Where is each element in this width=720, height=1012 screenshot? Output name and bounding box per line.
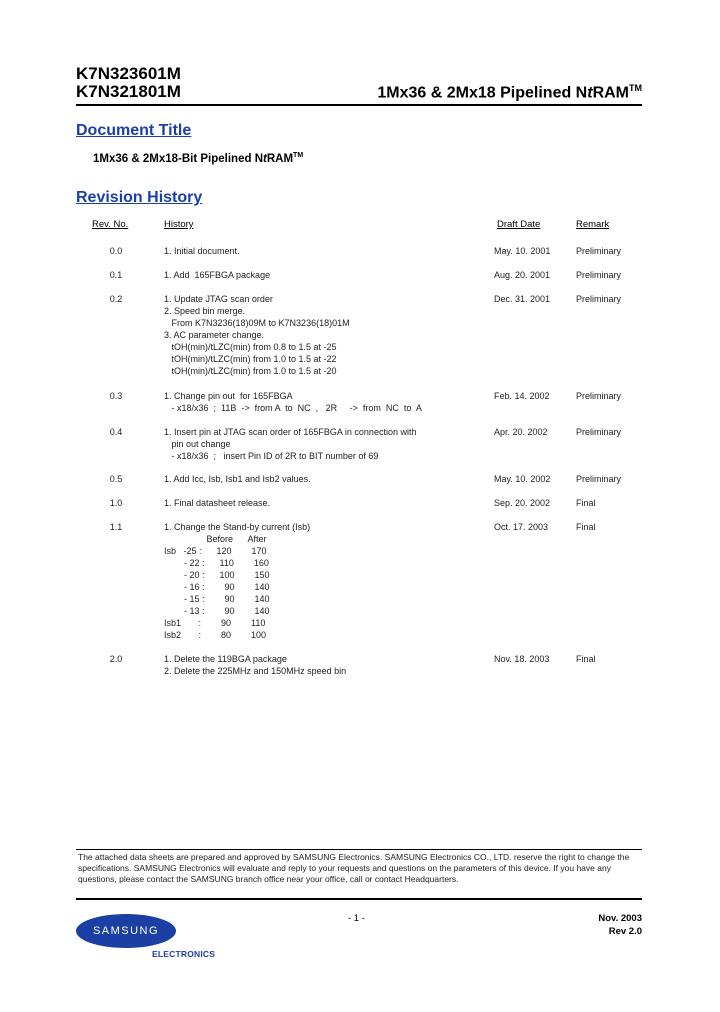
page-number: - 1 - bbox=[348, 913, 365, 924]
table-row-history: 1. Update JTAG scan order 2. Speed bin merge. From K7N3236(18)09M to K7N3236(18)01M 3. AC parameter change. tOH(min)/tLZC(min) from 0.8 to 1.5 at -25 tOH(min)/tLZC(min) from 1.0 to 1.5 at -22 tOH(min)/tLZC(min) from 1.0 to 1.5 at -20 bbox=[164, 294, 350, 376]
table-row-remark: Preliminary bbox=[576, 270, 622, 280]
table-row-rev: 2.0 bbox=[109, 654, 123, 664]
table-row-history: 1. Add 165FBGA package bbox=[164, 270, 271, 280]
table-row-remark: Preliminary bbox=[576, 246, 622, 256]
revision-history-heading: Revision History bbox=[76, 189, 203, 206]
table-row-date: May. 10. 2001 bbox=[494, 246, 551, 256]
table-row-history: 1. Delete the 119BGA package 2. Delete the 225MHz and 150MHz speed bin bbox=[164, 654, 347, 676]
column-header-remark: Remark bbox=[576, 219, 610, 230]
footer-revision: Rev 2.0 bbox=[608, 926, 642, 937]
table-row-remark: Final bbox=[576, 654, 596, 664]
header-title: 1Mx36 & 2Mx18 Pipelined NtRAM™ bbox=[377, 83, 642, 102]
table-row-history: 1. Change pin out for 165FBGA - x18/x36 ; 11B -> from A to NC , 2R -> from NC to A bbox=[164, 391, 422, 413]
table-row-rev: 0.5 bbox=[109, 474, 123, 484]
logo-text: SAMSUNG bbox=[92, 925, 160, 937]
table-row-rev: 1.0 bbox=[109, 498, 123, 508]
table-row-date: Sep. 20. 2002 bbox=[494, 498, 551, 508]
table-row-rev: 0.2 bbox=[109, 294, 123, 304]
table-row-rev: 0.0 bbox=[109, 246, 123, 256]
footer-notice: The attached data sheets are prepared and approved by SAMSUNG Electronics. SAMSUNG Electronics CO., LTD. reserve the right to change the specifications. SAMSUNG Electronics will evaluate and reply to your requests and questions on the parameters of this device. If you have any questions, please contact the SAMSUNG branch office near your office, call or contact Headquarters. bbox=[78, 852, 630, 884]
samsung-logo bbox=[76, 914, 176, 948]
table-row-rev: 1.1 bbox=[109, 522, 123, 532]
table-row-remark: Final bbox=[576, 498, 596, 508]
table-row-date: Aug. 20. 2001 bbox=[494, 270, 551, 280]
column-header-date: Draft Date bbox=[497, 219, 541, 230]
table-row-history: 1. Insert pin at JTAG scan order of 165FBGA in connection with pin out change - x18/x36 ; insert Pin ID of 2R to BIT number of 69 bbox=[164, 427, 417, 461]
part-number-1: K7N323601M bbox=[76, 64, 181, 83]
logo-subtitle: ELECTRONICS bbox=[152, 949, 216, 959]
table-row-date: Dec. 31. 2001 bbox=[494, 294, 551, 304]
table-row-rev: 0.3 bbox=[109, 391, 123, 401]
table-row-remark: Preliminary bbox=[576, 294, 622, 304]
footer-notice-rule bbox=[76, 849, 642, 850]
table-row-history: 1. Change the Stand-by current (Isb) Before After Isb -25 : 120 170 - 22 : 110 160 - 20 : 100 150 - 16 : 90 140 - 15 : 90 140 - 13 : 90 140 Isb1 : 90 110 Isb2 : 80 100 bbox=[164, 522, 311, 640]
footer-rule bbox=[76, 898, 642, 900]
table-row-history: 1. Initial document. bbox=[164, 246, 240, 256]
table-row-remark: Preliminary bbox=[576, 474, 622, 484]
table-row-rev: 0.4 bbox=[109, 427, 123, 437]
table-row-history: 1. Add Icc, Isb, Isb1 and Isb2 values. bbox=[164, 474, 311, 484]
table-row-date: May. 10. 2002 bbox=[494, 474, 551, 484]
document-title-heading: Document Title bbox=[76, 122, 192, 139]
column-header-history: History bbox=[164, 219, 194, 230]
column-header-rev: Rev. No. bbox=[92, 219, 129, 230]
table-row-date: Feb. 14. 2002 bbox=[494, 391, 550, 401]
table-row-date: Nov. 18. 2003 bbox=[494, 654, 550, 664]
table-row-rev: 0.1 bbox=[109, 270, 123, 280]
document-title-text: 1Mx36 & 2Mx18-Bit Pipelined NtRAM™ bbox=[93, 152, 304, 165]
table-row-remark: Final bbox=[576, 522, 596, 532]
footer-date: Nov. 2003 bbox=[598, 913, 642, 924]
table-row-remark: Preliminary bbox=[576, 427, 622, 437]
table-row-history: 1. Final datasheet release. bbox=[164, 498, 271, 508]
table-row-date: Oct. 17. 2003 bbox=[494, 522, 549, 532]
header-rule bbox=[76, 104, 642, 106]
table-row-date: Apr. 20. 2002 bbox=[494, 427, 548, 437]
part-number-2: K7N321801M bbox=[76, 82, 181, 101]
table-row-remark: Preliminary bbox=[576, 391, 622, 401]
